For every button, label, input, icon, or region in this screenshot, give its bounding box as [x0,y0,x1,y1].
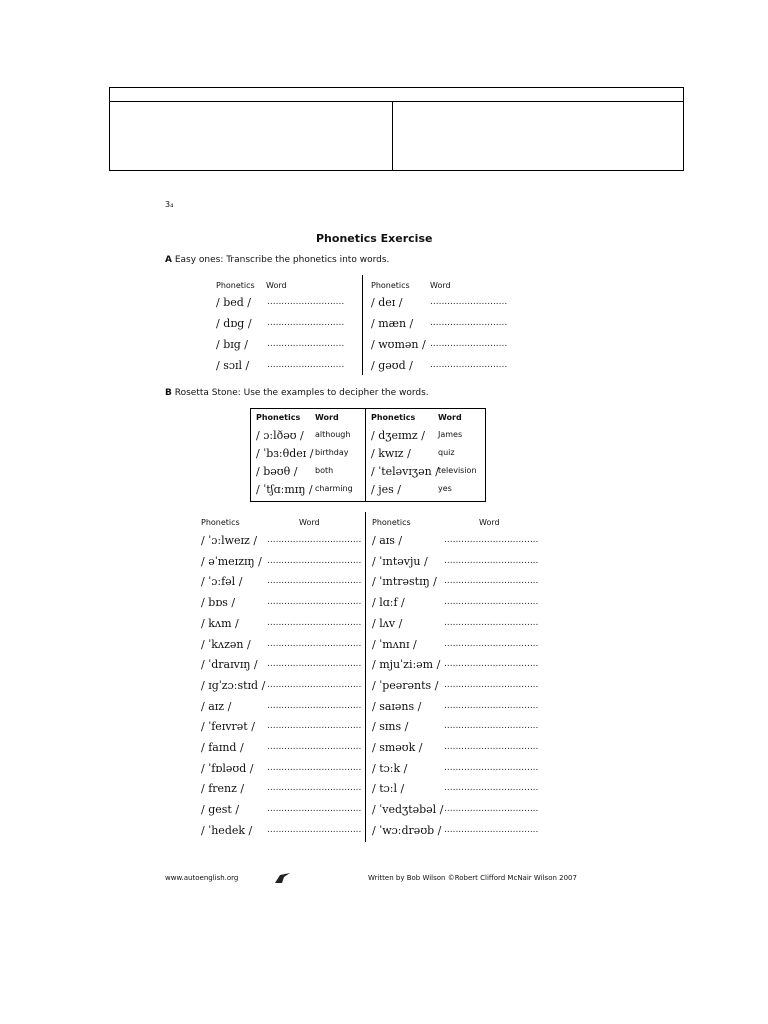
section-b-answer-blank-left: ................................. [267,617,362,628]
section-b-answer-blank-right: ................................. [444,804,539,815]
section-b-answer-blank-left: ................................. [267,824,362,835]
section-b-phonetic-left: / ˈhedek / [201,823,253,837]
section-b-answer-blank-right: ................................. [444,576,539,587]
section-b-answer-blank-right: ................................. [444,617,539,628]
section-b-phonetic-left: / ˈɔːlweɪz / [201,534,258,547]
section-b-phonetic-left: / ˈfeɪvrət / [201,720,255,734]
pen-logo-icon [274,870,292,889]
section-b-instruction [165,388,429,398]
section-b-phonetic-right: / ˈvedʒtəbəl / [372,803,444,817]
header-divider [110,101,683,102]
section-a-phonetic-right: / wʊmən / [371,338,426,351]
header-box [109,87,684,171]
section-b-phonetic-right: / aɪs / [372,534,403,547]
section-b-phonetic-right: / sɪns / [372,720,409,734]
example-phonetic-right: / jes / [371,483,401,496]
section-b-phonetic-left: / aɪz / [201,699,232,713]
section-a-answer-blank-right: ........................... [430,297,508,307]
section-b-header-word-right: Word [479,518,500,527]
example-word-right: James [438,430,463,439]
example-phonetic-left: / bəʊθ / [256,465,298,478]
section-a-column-divider [362,275,363,375]
section-b-phonetic-left: / ˈfɒləʊd / [201,761,254,775]
section-b-answer-blank-right: ................................. [444,659,539,670]
section-b-answer-blank-left: ................................. [267,700,362,711]
section-a-instruction [165,255,389,265]
section-a-answer-blank-left: ........................... [267,297,345,307]
section-b-answer-blank-right: ................................. [444,700,539,711]
section-a-answer-blank-left: ........................... [267,339,345,349]
rosetta-examples-divider [365,409,366,501]
footer-website: www.autoenglish.org [165,874,239,882]
section-a-header-word-left: Word [266,281,287,290]
section-b-answer-blank-left: ................................. [267,762,362,773]
section-b-answer-blank-right: ................................. [444,638,539,649]
section-b-answer-blank-left: ................................. [267,679,362,690]
section-b-answer-blank-left: ................................. [267,597,362,608]
examples-header-phonetics-left: Phonetics [256,413,301,422]
section-b-answer-blank-left: ................................. [267,721,362,732]
section-a-phonetic-left: / bed / [216,296,251,309]
section-b-phonetic-left: / ˈdraɪvɪŋ / [201,658,258,672]
example-word-left: both [315,466,334,475]
examples-header-word-left: Word [315,413,339,422]
section-b-answer-blank-right: ................................. [444,824,539,835]
example-word-left: although [315,430,351,439]
section-b-answer-blank-left: ................................. [267,555,362,566]
section-b-phonetic-right: / tɔːk / [372,761,408,775]
example-word-right: quiz [438,448,455,457]
section-a-phonetic-left: / sɔɪl / [216,359,250,372]
section-b-answer-blank-left: ................................. [267,804,362,815]
section-b-header-phonetics-right: Phonetics [372,518,411,527]
section-b-answer-blank-right: ................................. [444,742,539,752]
section-b-phonetic-left: / əˈmeɪzɪŋ / [201,554,262,568]
section-b-phonetic-left: / bɒs / [201,596,236,610]
section-b-phonetic-left: / ˈɔːfəl / [201,575,243,589]
example-phonetic-left: / ɔːlðəʊ / [256,429,304,442]
section-b-answer-blank-right: ................................. [444,721,539,732]
section-a-answer-blank-left: ........................... [267,318,345,328]
section-b-answer-blank-right: ................................. [444,535,539,545]
footer-credit: Written by Bob Wilson ©Robert Clifford McNair Wilson 2007 [368,874,577,882]
section-b-answer-blank-left: ................................. [267,659,362,670]
section-b-answer-blank-left: ................................. [267,783,362,794]
example-phonetic-right: / dʒeɪmz / [371,429,425,442]
section-b-column-divider [365,512,366,842]
section-b-phonetic-right: / ˈɪntəvju / [372,554,428,568]
section-b-header-word-left: Word [299,518,320,527]
section-b-answer-blank-left: ................................. [267,576,362,587]
section-b-instruction-text: Rosetta Stone: Use the examples to decipher the words. [171,388,429,398]
section-b-phonetic-left: / faɪnd / [201,741,244,754]
section-b-phonetic-left: / frenz / [201,782,245,796]
section-b-answer-blank-right: ................................. [444,783,539,794]
example-word-left: charming [315,484,353,493]
section-b-phonetic-left: / gest / [201,803,240,817]
section-a-answer-blank-right: ........................... [430,360,508,370]
section-b-phonetic-right: / lɑːf / [372,596,405,610]
section-b-phonetic-right: / mjuˈziːəm / [372,658,441,672]
examples-header-phonetics-right: Phonetics [371,413,416,422]
section-b-phonetic-right: / sməʊk / [372,741,423,754]
section-b-answer-blank-right: ................................. [444,597,539,608]
section-a-phonetic-right: / deɪ / [371,296,403,309]
corner-mark: 3₄ [165,200,174,209]
section-b-answer-blank-right: ................................. [444,762,539,773]
section-b-header-phonetics-left: Phonetics [201,518,240,527]
section-a-phonetic-left: / dɒg / [216,317,252,330]
example-word-right: television [438,466,477,475]
section-b-phonetic-left: / kʌm / [201,616,239,630]
section-a-phonetic-right: / mæn / [371,317,414,330]
header-column-divider [392,101,393,170]
example-phonetic-right: / ˈteləvɪʒən / [371,465,439,478]
examples-header-word-right: Word [438,413,462,422]
example-phonetic-left: / ˈbɜːθdeɪ / [256,447,314,460]
section-b-answer-blank-right: ................................. [444,555,539,566]
section-b-phonetic-right: / ˈwɔːdrəʊb / [372,823,442,837]
example-word-left: birthday [315,448,349,457]
section-a-header-word-right: Word [430,281,451,290]
section-b-phonetic-right: / ˈɪntrəstɪŋ / [372,575,437,589]
section-b-answer-blank-left: ................................. [267,742,362,752]
section-b-phonetic-left: / ɪgˈzɔːstɪd / [201,678,266,692]
section-b-answer-blank-left: ................................. [267,638,362,649]
example-word-right: yes [438,484,452,493]
section-a-answer-blank-right: ........................... [430,339,508,349]
section-b-phonetic-right: / tɔːl / [372,782,405,796]
section-a-header-phonetics-right: Phonetics [371,281,410,290]
section-b-phonetic-right: / lʌv / [372,616,403,630]
section-a-answer-blank-left: ........................... [267,360,345,370]
section-b-answer-blank-right: ................................. [444,679,539,690]
section-b-phonetic-left: / ˈkʌzən / [201,637,251,651]
section-a-letter: A [165,255,172,265]
example-phonetic-right: / kwɪz / [371,447,411,460]
section-a-phonetic-right: / gəʊd / [371,359,413,372]
section-a-phonetic-left: / bɪg / [216,338,249,351]
section-b-phonetic-right: / ˈpeərənts / [372,678,439,692]
section-b-letter: B [165,388,172,398]
section-b-answer-blank-left: ................................. [267,535,362,545]
section-a-answer-blank-right: ........................... [430,318,508,328]
section-a-instruction-text: Easy ones: Transcribe the phonetics into words. [171,255,390,265]
section-b-phonetic-right: / saɪəns / [372,699,422,713]
example-phonetic-left: / ˈtʃɑːmɪŋ / [256,483,313,496]
section-a-header-phonetics-left: Phonetics [216,281,255,290]
section-b-phonetic-right: / ˈmʌnɪ / [372,637,417,651]
page-title: Phonetics Exercise [316,232,433,245]
